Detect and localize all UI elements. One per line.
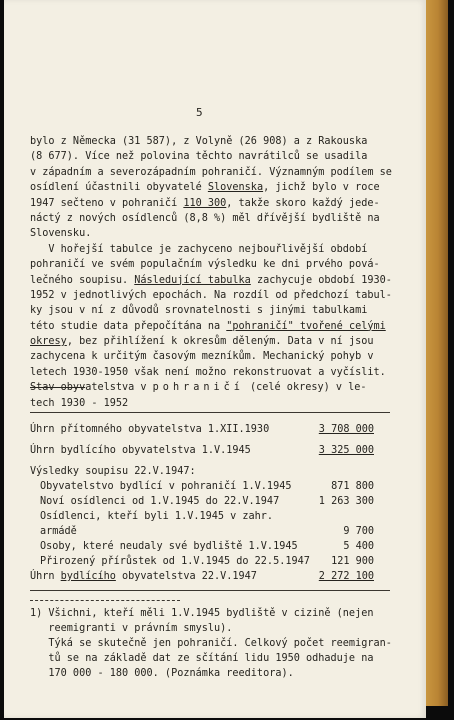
text-span: této studie data přepočítána na (30, 320, 227, 332)
text-line: tech 1930 - 1952 (30, 397, 129, 409)
row-value: 9 700 (343, 526, 374, 537)
row-label: armádě (40, 526, 77, 537)
row-label: Úhrn přítomného obyvatelstva 1.XII.1930 (30, 424, 270, 435)
text-line: (8 677). Více než polovina těchto navrátilců se usadila (30, 151, 368, 163)
footnote (30, 606, 400, 681)
text-line: zachycena k určitým časovým mezníkům. Mechanický pohyb v (30, 351, 374, 363)
text-line: pohraničí ve svém populačním výsledku ke dni prvého pová- (30, 259, 380, 271)
row-value: 3 708 000 (318, 424, 374, 435)
underlined-term: Následující tabulka (134, 274, 251, 286)
text-span: (celé okresy) v le- (243, 382, 367, 394)
text-line (30, 180, 400, 195)
text-line: ky jsou v ní z důvodů srovnatelnosti s jinými tabulkami (30, 305, 368, 317)
text-span: , bez přihlížení k okresům děleným. Data v ní jsou (66, 336, 374, 348)
row-label: Výsledky soupisu 22.V.1947: (30, 466, 196, 477)
underlined-term: Slovenska (207, 182, 264, 194)
text-line: 1) Všichni, kteří měli 1.V.1945 bydliště v cizině (nejen (30, 608, 374, 619)
text-line: náctý z nových osídlenců (8,8 %) měl dřívější bydliště na (30, 212, 380, 224)
page-edge (426, 0, 448, 706)
body-paragraph (30, 134, 400, 411)
text-line (30, 380, 400, 395)
row-label: Obyvatelstvo bydlící v pohraničí 1.V.1945 (40, 481, 292, 492)
text-line: bylo z Německa (31 587), z Volyně (26 908) a z Rakouska (30, 136, 368, 147)
row-label: Úhrn bydlícího obyvatelstva 1.V.1945 (30, 445, 251, 456)
text-line: Týká se skutečně jen pohraničí. Celkový počet reemigran- (30, 638, 392, 649)
text-line (30, 319, 400, 334)
text-line: reemigranti v právním smyslu). (30, 623, 233, 634)
text-span: zachycuje období 1930- (250, 274, 392, 286)
text-line: 170 000 - 180 000. (Poznámka reeditora). (30, 668, 294, 679)
table-bottom-rule (30, 590, 390, 591)
underlined-term: "pohraničí" tvořené celými (226, 320, 386, 332)
text-span: atelstva v (85, 382, 153, 394)
text-span: 1947 sečteno v pohraničí (30, 197, 184, 209)
row-value: 1 263 300 (318, 496, 374, 507)
table-top-rule (30, 412, 390, 413)
struck-text: Stav obyv (30, 382, 86, 394)
underlined-number: 110 300 (183, 197, 227, 209)
row-label: Přirozený přírůstek od 1.V.1945 do 22.5.1947 (40, 556, 310, 567)
text-line: letech 1930-1950 však není možno rekonstruovat a vyčíslit. (30, 366, 386, 378)
text-span: lečného soupisu. (30, 274, 135, 286)
text-line: V hořejší tabulce je zachyceno nejbouřlivější období (30, 243, 368, 255)
text-span: , jichž bylo v roce (263, 182, 380, 194)
footnote-separator (30, 600, 180, 601)
page-number: 5 (196, 106, 203, 119)
row-label (30, 571, 257, 582)
text-line (30, 273, 400, 288)
row-value: 121 900 (331, 556, 374, 567)
text-line: v západním a severozápadním pohraničí. Významným podílem se (30, 166, 392, 178)
text-span: Úhrn (30, 571, 61, 582)
row-label: Noví osídlenci od 1.V.1945 do 22.V.1947 (40, 496, 280, 507)
text-line: tů se na základě dat ze sčítání lidu 1950 odhaduje na (30, 653, 374, 664)
underlined-term: bydlícího (60, 571, 116, 582)
row-label: Osoby, které neudaly své bydliště 1.V.1945 (40, 541, 298, 552)
row-value: 5 400 (343, 541, 374, 552)
text-span: obyvatelstva 22.V.1947 (115, 571, 257, 582)
row-value: 871 800 (331, 481, 374, 492)
text-span: , takže skoro každý jede- (226, 197, 380, 209)
row-label: Osídlenci, kteří byli 1.V.1945 v zahr. (40, 511, 274, 522)
text-span: osídlení účastnili obyvatelé (30, 182, 208, 194)
text-line: 1952 v jednotlivých epochách. Na rozdíl od předchozí tabul- (30, 289, 392, 301)
text-line (30, 334, 400, 349)
underlined-term: okresy (30, 336, 67, 348)
row-value: 2 272 100 (318, 571, 374, 582)
text-line: Slovensku. (30, 228, 92, 240)
text-line (30, 196, 400, 211)
spaced-term: pohraničí (152, 382, 244, 394)
row-value: 3 325 000 (318, 445, 374, 456)
